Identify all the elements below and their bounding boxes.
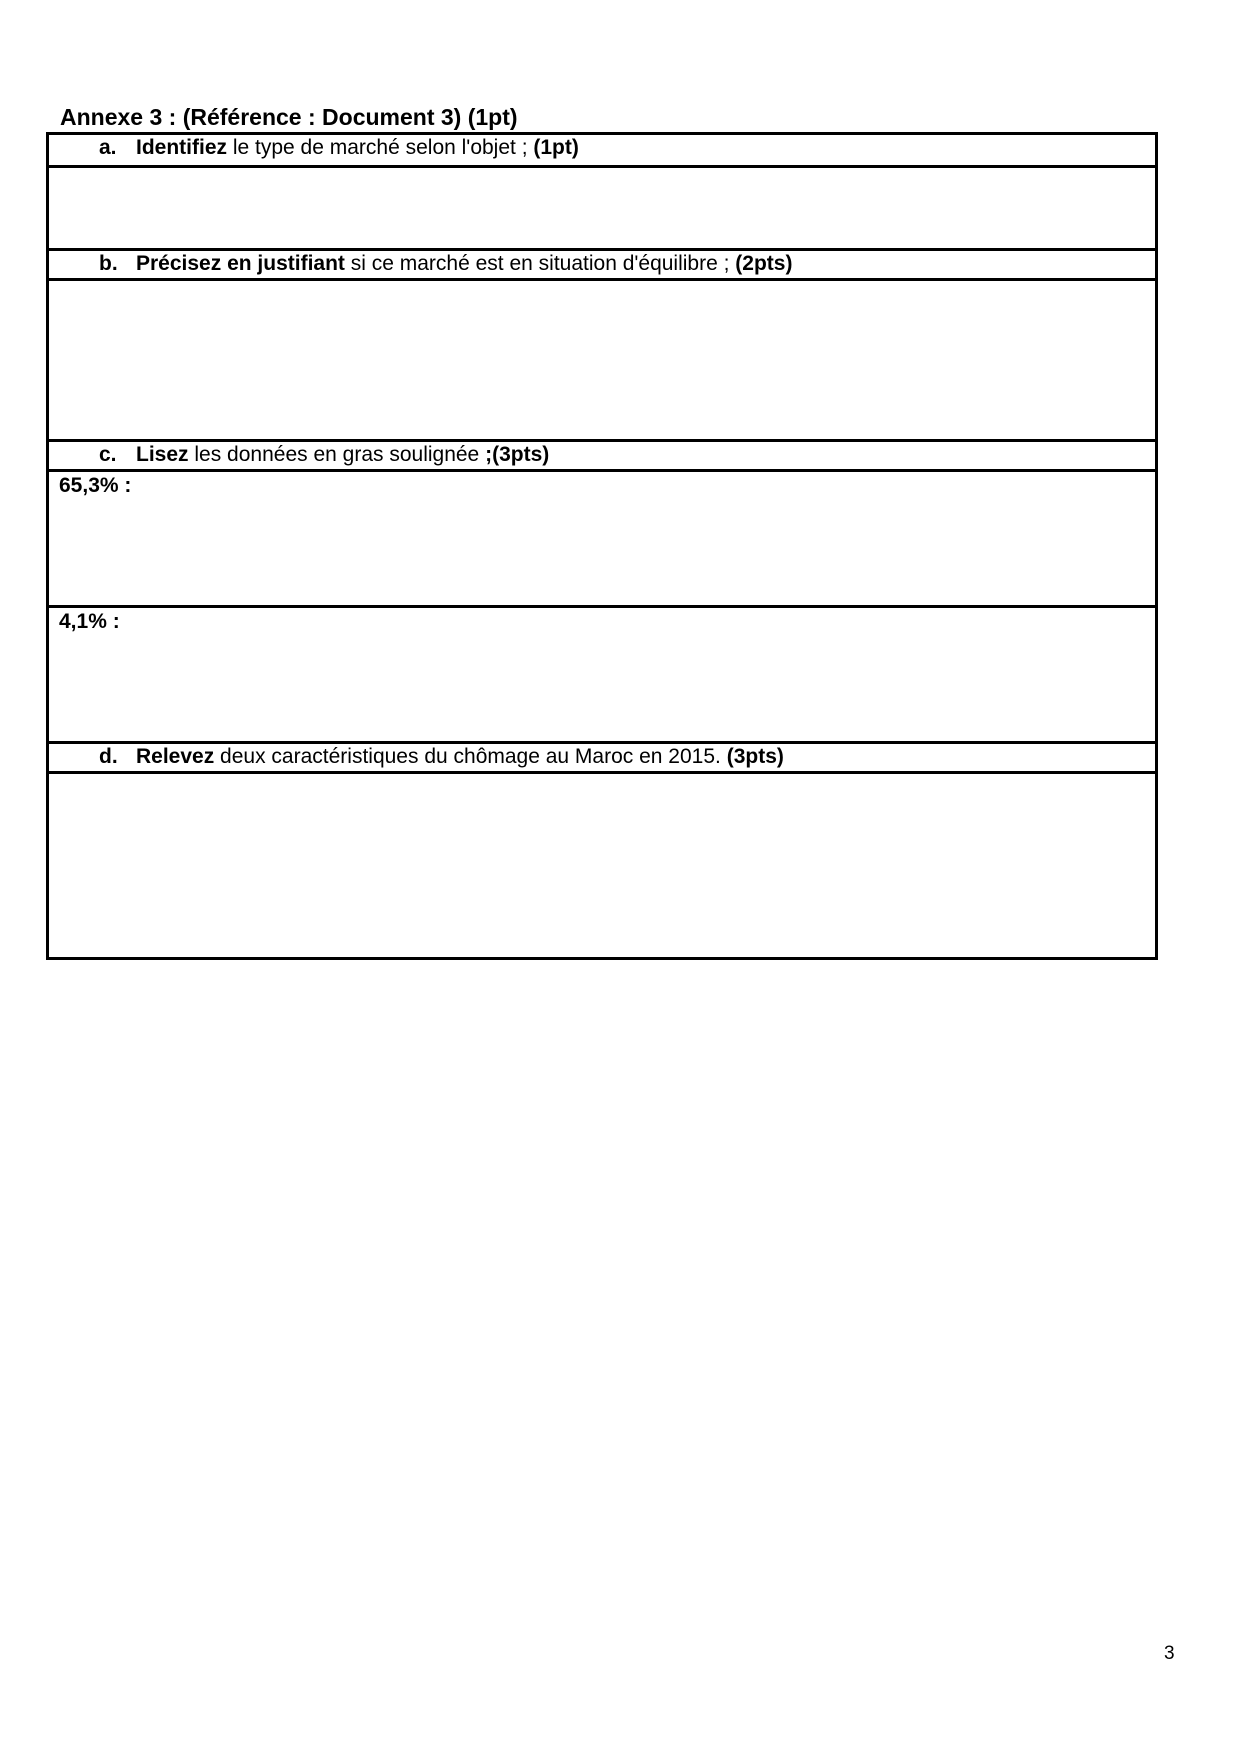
question-c xyxy=(49,439,1155,469)
annex-title: Annexe 3 : (Référence : Document 3) (1pt) xyxy=(60,104,518,130)
question-a-letter: a. xyxy=(99,136,117,159)
question-b-letter: b. xyxy=(99,252,118,275)
answer-sheet xyxy=(46,132,1158,960)
stat-label-1: 65,3% : xyxy=(59,474,132,497)
question-a xyxy=(49,135,1155,165)
page-number: 3 xyxy=(1164,1643,1175,1664)
question-b-points: (2pts) xyxy=(735,252,793,275)
answer-box-c-1[interactable] xyxy=(49,469,1155,605)
question-d-points: (3pts) xyxy=(726,745,784,768)
question-b-verb: Précisez en justifiant xyxy=(136,252,345,275)
question-c-verb: Lisez xyxy=(136,443,189,466)
question-d-text: deux caractéristiques du chômage au Maroc en 2015. xyxy=(214,745,727,768)
question-d xyxy=(49,741,1155,771)
question-d-verb: Relevez xyxy=(136,745,215,768)
question-b-text: si ce marché est en situation d'équilibre ; xyxy=(344,252,736,275)
answer-box-c-2[interactable] xyxy=(49,605,1155,741)
question-a-verb: Identifiez xyxy=(136,136,228,159)
question-a-points: (1pt) xyxy=(533,136,579,159)
question-c-letter: c. xyxy=(99,443,117,466)
question-a-text: le type de marché selon l'objet ; xyxy=(227,136,534,159)
answer-box-b[interactable] xyxy=(49,278,1155,439)
stat-label-2: 4,1% : xyxy=(59,610,120,633)
question-d-letter: d. xyxy=(99,745,118,768)
answer-box-a[interactable] xyxy=(49,165,1155,248)
question-b xyxy=(49,248,1155,278)
question-c-points: ;(3pts) xyxy=(485,443,550,466)
answer-box-d[interactable] xyxy=(49,771,1155,957)
question-c-text: les données en gras soulignée xyxy=(188,443,486,466)
